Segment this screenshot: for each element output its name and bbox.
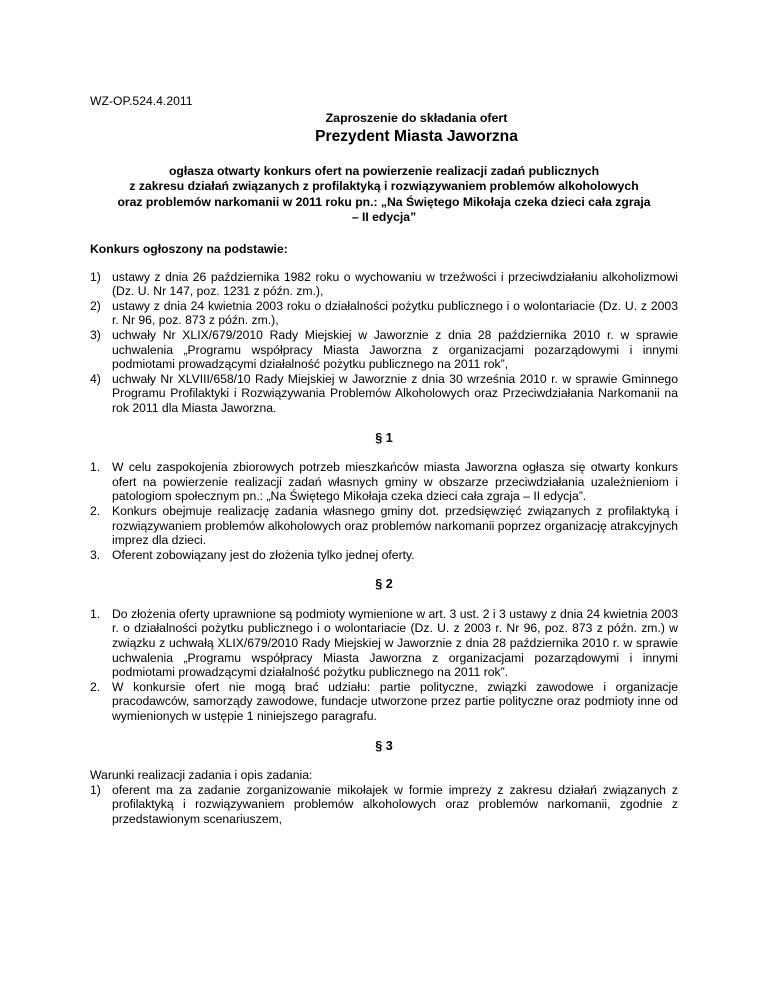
announcement-line: – II edycja” — [351, 209, 417, 224]
section-3-list — [90, 783, 678, 827]
document-title: Prezydent Miasta Jaworzna — [315, 128, 518, 146]
basis-item — [90, 328, 678, 372]
announcement-line: ogłasza otwarty konkurs ofert na powierzenie realizacji zadań publicznych — [168, 164, 600, 179]
basis-list — [90, 270, 678, 416]
item-text: Oferent zobowiązany jest do złożenia tylko jednej oferty. — [112, 547, 415, 562]
section-1-list — [90, 460, 678, 562]
announcement-line: z zakresu działań związanych z profilaktyką i rozwiązywaniem problemów alkoholowych — [129, 179, 639, 194]
section-2-item — [90, 607, 678, 680]
item-number: 1) — [90, 269, 101, 284]
basis-heading: Konkurs ogłoszony na podstawie: — [90, 242, 288, 256]
item-number: 4) — [90, 371, 101, 386]
item-number: 2. — [90, 679, 101, 694]
section-2-heading: § 2 — [375, 577, 393, 592]
item-number: 3) — [90, 327, 101, 342]
document-reference: WZ-OP.524.4.2011 — [90, 94, 193, 108]
item-text: oferent ma za zadanie zorganizowanie mikołajek w formie imprezy z zakresu działań związanych z profilaktyką i rozwiązywaniem problemów alkoholowych oraz problemów narkomanii, zgodnie z przedstawionym scenariuszem, — [112, 782, 678, 826]
document-page — [90, 94, 678, 827]
basis-item — [90, 372, 678, 416]
item-text: ustawy z dnia 24 kwietnia 2003 roku o działalności pożytku publicznego i o wolontariacie (Dz. U. z 2003 r. Nr 96, poz. 873 z późn. zm.), — [112, 298, 678, 328]
item-text: W konkursie ofert nie mogą brać udziału: partie polityczne, związki zawodowe i organizacje pracodawców, samorządy zawodowe, fundacje utworzone przez partie polityczne oraz podmioty inne od wymienionych w ustępie 1 niniejszego paragrafu. — [112, 679, 678, 724]
item-number: 2) — [90, 298, 101, 313]
item-number: 2. — [90, 503, 101, 518]
section-2-list — [90, 607, 678, 724]
announcement — [90, 164, 678, 225]
invitation-line: Zaproszenie do składania ofert — [325, 110, 508, 125]
section-3-heading: § 3 — [375, 738, 393, 753]
basis-item — [90, 270, 678, 299]
item-text: W celu zaspokojenia zbiorowych potrzeb mieszkańców miasta Jaworzna ogłasza się otwarty konkurs ofert na powierzenie realizacji zadań własnych gminy w obszarze przeciwdziałania uzależnieniom i patologiom społecznym pn.: „Na Świętego Mikołaja czeka dzieci cała zgraja – II edycja”. — [112, 460, 678, 504]
section-1-item — [90, 504, 678, 548]
section-3-intro: Warunki realizacji zadania i opis zadania: — [90, 768, 313, 783]
basis-item — [90, 299, 678, 328]
section-1-item — [90, 548, 678, 563]
item-text: Konkurs obejmuje realizację zadania własnego gminy dot. przedsięwzięć związanych z profilaktyką i rozwiązywaniem problemów alkoholowych oraz problemów narkomanii poprzez organizację atrakcyjnych imprez dla dzieci. — [112, 503, 678, 548]
section-1-item — [90, 460, 678, 504]
item-number: 3. — [90, 547, 101, 562]
section-3-item — [90, 783, 678, 827]
item-text: Do złożenia oferty uprawnione są podmioty wymienione w art. 3 ust. 2 i 3 ustawy z dnia 24 kwietnia 2003 r. o działalności pożytku publicznego i o wolontariacie (Dz. U. z 2003 r. Nr 96, poz. 873 z późn. zm.) w związku z uchwałą XLIX/679/2010 Rady Miejskiej w Jaworznie z dnia 28 października 2010 r. w sprawie uchwalenia „Programu współpracy Miasta Jaworzna z organizacjami pozarządowymi i innymi podmiotami prowadzącymi działalność pożytku publicznego na 2011 rok”. — [112, 606, 678, 680]
item-text: uchwały Nr XLVIII/658/10 Rady Miejskiej w Jaworznie z dnia 30 września 2010 r. w sprawie Gminnego Programu Profilaktyki i Rozwiązywania Problemów Alkoholowych oraz Przeciwdziałania Narkomanii na rok 2011 dla Miasta Jaworzna. — [112, 371, 678, 415]
item-number: 1. — [90, 606, 101, 621]
announcement-line: oraz problemów narkomanii w 2011 roku pn.: „Na Świętego Mikołaja czeka dzieci cała zgraja — [117, 194, 651, 209]
item-text: ustawy z dnia 26 października 1982 roku o wychowaniu w trzeźwości i przeciwdziałaniu alkoholizmowi (Dz. U. Nr 147, poz. 1231 z późn. zm.), — [112, 269, 678, 299]
item-number: 1. — [90, 460, 101, 475]
item-number: 1) — [90, 782, 101, 797]
section-1-heading: § 1 — [375, 430, 393, 445]
item-text: uchwały Nr XLIX/679/2010 Rady Miejskiej w Jaworznie z dnia 28 października 2010 r. w sprawie uchwalenia „Programu współpracy Miasta Jaworzna z organizacjami pozarządowymi i innymi podmiotami prowadzącymi działalność pożytku publicznego na 2011 rok”, — [112, 327, 678, 372]
section-2-item — [90, 680, 678, 724]
